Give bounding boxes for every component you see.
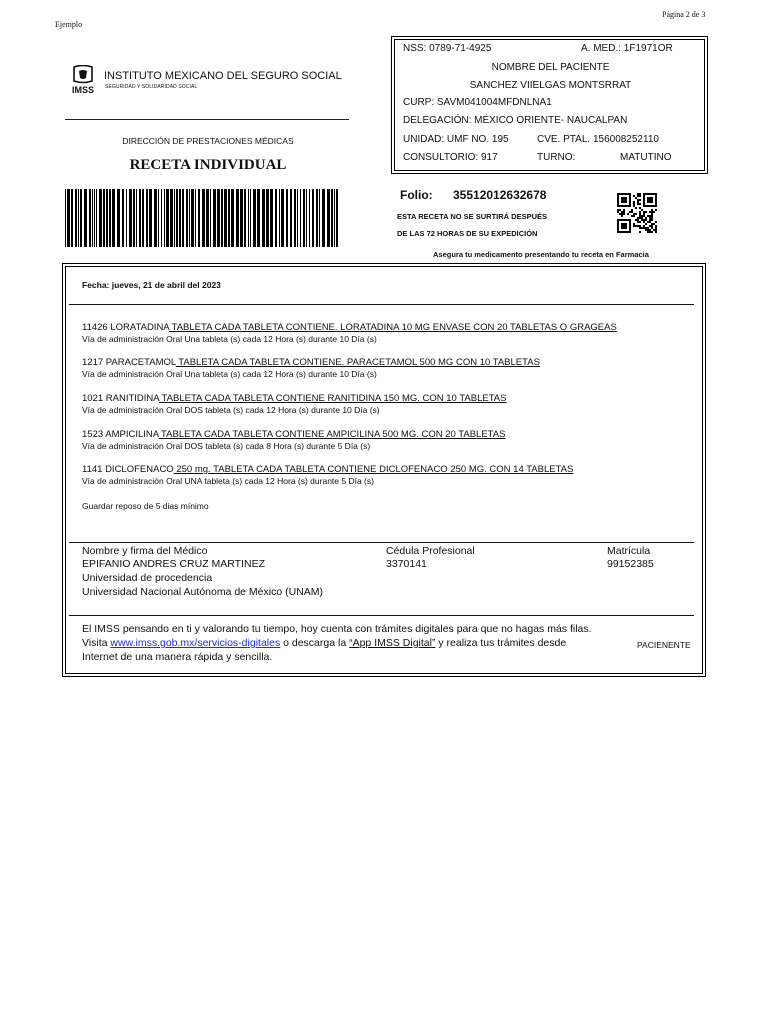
qr-module	[639, 193, 641, 195]
qr-module	[639, 213, 641, 215]
medication-description: TABLETA CADA TABLETA CONTIENE RANITIDINA 150 MG. CON 10 TABLETAS	[159, 393, 507, 404]
qr-module	[637, 195, 639, 197]
medication-code: 11426 LORATADINA	[82, 322, 170, 333]
validity-warning-line1: ESTA RECETA NO SE SURTIRÁ DESPUÉS	[397, 212, 548, 221]
qr-module	[645, 219, 647, 221]
barcode-bar	[250, 189, 251, 247]
patient-name: SANCHEZ VIIELGAS MONTSRRAT	[469, 80, 632, 91]
qr-module	[651, 231, 653, 233]
qr-module	[649, 221, 651, 223]
imss-logo-icon	[70, 65, 96, 95]
barcode-bar	[174, 189, 175, 247]
barcode-bar	[198, 189, 200, 247]
barcode-bar	[84, 189, 87, 247]
qr-module	[639, 231, 641, 233]
qr-module	[637, 199, 639, 201]
a-med-field: A. MED.: 1F1971OR	[581, 43, 673, 54]
qr-module	[643, 221, 645, 223]
qr-module	[617, 211, 619, 213]
qr-module	[631, 209, 633, 211]
barcode-bar	[176, 189, 178, 247]
doctor-name-label: Nombre y firma del Médico	[82, 545, 208, 557]
barcode-bar	[279, 189, 280, 247]
qr-module	[641, 217, 643, 219]
qr-module	[651, 217, 653, 219]
barcode-bar	[122, 189, 124, 247]
qr-module	[649, 215, 651, 217]
matricula-label: Matrícula	[607, 545, 651, 557]
qr-module	[635, 213, 637, 215]
barcode-bar	[257, 189, 260, 247]
qr-module	[645, 217, 647, 219]
barcode-bar	[67, 189, 70, 247]
qr-module	[623, 209, 625, 211]
nss-field: NSS: 0789-71-4925	[403, 43, 492, 54]
patient-info-box	[391, 36, 708, 174]
barcode-bar	[164, 189, 165, 247]
qr-module	[637, 201, 639, 203]
turno-label: TURNO:	[537, 152, 576, 163]
qr-module	[633, 215, 635, 217]
barcode-bar	[96, 189, 97, 247]
medication-title	[82, 464, 573, 475]
qr-module	[635, 225, 637, 227]
qr-module	[639, 215, 641, 217]
medication-code: 1021 RANITIDINA	[82, 393, 160, 404]
cve-ptal-field: CVE. PTAL. 156008252110	[537, 134, 659, 145]
barcode-bar	[303, 189, 305, 247]
qr-module	[653, 223, 655, 225]
barcode-bar	[248, 189, 249, 247]
qr-module	[621, 215, 623, 217]
barcode-bar	[106, 189, 108, 247]
institute-slogan: SEGURIDAD Y SOLIDARIDAD SOCIAL	[105, 84, 198, 90]
barcode-bar	[331, 189, 333, 247]
qr-module	[633, 205, 635, 207]
barcode-bar	[294, 189, 296, 247]
qr-module	[623, 211, 625, 213]
consultorio-field: CONSULTORIO: 917	[403, 152, 498, 163]
barcode-bar	[266, 189, 269, 247]
cedula-label: Cédula Profesional	[386, 545, 475, 557]
barcode-bar	[202, 189, 205, 247]
barcode-bar	[126, 189, 127, 247]
barcode-bar	[179, 189, 181, 247]
barcode-bar	[80, 189, 82, 247]
qr-finder-module	[647, 197, 653, 203]
medication-dosage: Vía de administración Oral Una tableta (s) cada 12 Hora (s) durante 10 Día (s)	[82, 369, 377, 379]
barcode-bar	[210, 189, 211, 247]
barcode-bar	[161, 189, 162, 247]
qr-module	[633, 201, 635, 203]
cedula-value: 3370141	[386, 558, 427, 570]
qr-module	[629, 211, 631, 213]
barcode-bar	[290, 189, 292, 247]
folio-label: Folio:	[400, 188, 433, 202]
barcode-bar	[117, 189, 120, 247]
qr-module	[635, 207, 637, 209]
qr-module	[641, 215, 643, 217]
logo-text: IMSS	[71, 85, 95, 95]
qr-module	[655, 229, 657, 231]
barcode-bar	[281, 189, 284, 247]
qr-module	[639, 221, 641, 223]
qr-module	[619, 213, 621, 215]
qr-module	[643, 215, 645, 217]
barcode-bar	[336, 189, 338, 247]
header-divider	[65, 119, 349, 120]
barcode-bar	[319, 189, 320, 247]
qr-module	[651, 215, 653, 217]
qr-module	[621, 213, 623, 215]
patient-name-label: NOMBRE DEL PACIENTE	[491, 62, 610, 73]
footer-end-text: y realiza tus trámites desde	[435, 637, 567, 649]
university-name: Universidad Nacional Autónoma de México (UNAM)	[82, 586, 324, 598]
pharmacy-note: Asegura tu medicamento presentando tu receta en Farmacia	[433, 250, 649, 259]
qr-module	[653, 229, 655, 231]
qr-module	[643, 227, 645, 229]
qr-module	[633, 223, 635, 225]
qr-module	[649, 229, 651, 231]
medication-dosage: Vía de administración Oral DOS tableta (s) cada 12 Hora (s) durante 10 Día (s)	[82, 405, 380, 415]
delegacion-field: DELEGACIÓN: MÉXICO ORIENTE- NAUCALPAN	[403, 115, 628, 126]
date-divider	[69, 304, 694, 305]
barcode-bar	[109, 189, 111, 247]
barcode-bar	[262, 189, 265, 247]
prescription-date: Fecha: jueves, 21 de abril del 2023	[82, 280, 221, 290]
medication-description: TABLETA CADA TABLETA CONTIENE AMPICILINA 500 MG. CON 20 TABLETAS	[158, 429, 506, 440]
barcode-bar	[182, 189, 184, 247]
barcode-bar	[186, 189, 188, 247]
qr-module	[645, 211, 647, 213]
qr-module	[649, 225, 651, 227]
qr-module	[633, 213, 635, 215]
qr-module	[637, 193, 639, 195]
barcode-bar	[286, 189, 288, 247]
medication-title	[82, 357, 540, 368]
qr-module	[651, 219, 653, 221]
qr-module	[639, 227, 641, 229]
barcode-bar	[158, 189, 159, 247]
turno-value: MATUTINO	[620, 152, 672, 163]
qr-module	[645, 227, 647, 229]
qr-module	[647, 215, 649, 217]
qr-module	[639, 199, 641, 201]
qr-module	[639, 211, 641, 213]
page-title: RECETA INDIVIDUAL	[129, 157, 287, 173]
qr-module	[639, 195, 641, 197]
qr-module	[643, 211, 645, 213]
qr-module	[649, 217, 651, 219]
matricula-value: 99152385	[607, 558, 654, 570]
page-number: Página 2 de 3	[662, 10, 706, 19]
qr-module	[649, 211, 651, 213]
copy-label: PACIENENTE	[637, 640, 691, 650]
qr-finder-module	[621, 197, 627, 203]
medication-description: TABLETA CADA TABLETA CONTIENE. PARACETAMOL 500 MG CON 10 TABLETAS	[175, 357, 540, 368]
qr-module	[651, 211, 653, 213]
barcode-bar	[75, 189, 77, 247]
institute-name: INSTITUTO MEXICANO DEL SEGURO SOCIAL	[104, 70, 342, 82]
qr-module	[623, 213, 625, 215]
barcode-bar	[231, 189, 234, 247]
qr-module	[637, 203, 639, 205]
barcode	[65, 189, 341, 247]
barcode-bar	[236, 189, 239, 247]
qr-module	[641, 209, 643, 211]
qr-module	[649, 231, 651, 233]
barcode-bar	[221, 189, 223, 247]
qr-module	[635, 197, 637, 199]
barcode-bar	[300, 189, 301, 247]
barcode-bar	[142, 189, 144, 247]
barcode-bar	[297, 189, 298, 247]
barcode-bar	[92, 189, 93, 247]
barcode-bar	[136, 189, 137, 247]
qr-module	[639, 207, 641, 209]
qr-module	[645, 229, 647, 231]
qr-module	[651, 213, 653, 215]
qr-module	[641, 219, 643, 221]
barcode-bar	[166, 189, 169, 247]
barcode-bar	[316, 189, 318, 247]
qr-module	[637, 219, 639, 221]
medication-title	[82, 429, 505, 440]
qr-module	[655, 221, 657, 223]
barcode-bar	[103, 189, 105, 247]
barcode-bar	[99, 189, 102, 247]
qr-module	[655, 231, 657, 233]
imss-digital-services-link[interactable]: www.imss.gob.mx/servicios-digitales	[110, 637, 281, 649]
footer-line1: El IMSS pensando en ti y valorando tu tiempo, hoy cuenta con trámites digitales para que no hagas más filas.	[82, 623, 592, 635]
footer-visit-text: Visita	[82, 637, 111, 649]
folio-number: 35512012632678	[453, 188, 547, 202]
medication-dosage: Vía de administración Oral Una tableta (s) cada 12 Hora (s) durante 10 Día (s)	[82, 334, 377, 344]
barcode-bar	[94, 189, 95, 247]
barcode-bar	[322, 189, 325, 247]
university-label: Universidad de procedencia	[82, 572, 213, 584]
qr-module	[633, 225, 635, 227]
qr-module	[647, 231, 649, 233]
qr-module	[639, 225, 641, 227]
barcode-bar	[149, 189, 152, 247]
barcode-bar	[244, 189, 246, 247]
qr-module	[633, 203, 635, 205]
barcode-bar	[195, 189, 196, 247]
qr-module	[651, 209, 653, 211]
barcode-bar	[306, 189, 307, 247]
barcode-bar	[270, 189, 273, 247]
qr-module	[655, 225, 657, 227]
barcode-bar	[170, 189, 173, 247]
qr-module	[651, 225, 653, 227]
barcode-bar	[189, 189, 190, 247]
barcode-bar	[327, 189, 330, 247]
unidad-field: UNIDAD: UMF NO. 195	[403, 134, 509, 145]
qr-module	[643, 225, 645, 227]
barcode-bar	[129, 189, 132, 247]
qr-module	[655, 227, 657, 229]
footer-line2	[82, 637, 566, 649]
barcode-bar	[146, 189, 148, 247]
barcode-bar	[224, 189, 227, 247]
barcode-bar	[275, 189, 277, 247]
medication-dosage: Vía de administración Oral UNA tableta (s) cada 12 Hora (s) durante 5 Día (s)	[82, 476, 374, 486]
barcode-bar	[191, 189, 194, 247]
medication-code: 1523 AMPICILINA	[82, 429, 159, 440]
validity-warning-line2: DE LAS 72 HORAS DE SU EXPEDICIÓN	[397, 229, 538, 238]
document-label: Ejemplo	[55, 20, 83, 29]
barcode-bar	[213, 189, 216, 247]
rest-note: Guardar reposo de 5 dias mínimo	[82, 501, 209, 511]
qr-module	[647, 221, 649, 223]
barcode-bar	[139, 189, 141, 247]
qr-module	[647, 229, 649, 231]
footer-line3: Internet de una manera rápida y sencilla.	[82, 651, 273, 663]
barcode-bar	[78, 189, 79, 247]
qr-module	[649, 219, 651, 221]
qr-module	[645, 223, 647, 225]
qr-module	[641, 227, 643, 229]
medication-title	[82, 393, 506, 404]
barcode-bar	[334, 189, 335, 247]
qr-module	[627, 213, 629, 215]
medication-title	[82, 322, 617, 333]
medication-code: 1217 PARACETAMOL	[82, 357, 176, 368]
doctor-name: EPIFANIO ANDRES CRUZ MARTINEZ	[82, 558, 265, 570]
barcode-bar	[240, 189, 243, 247]
qr-finder-module	[621, 223, 627, 229]
qr-module	[619, 209, 621, 211]
medication-dosage: Vía de administración Oral DOS tableta (s) cada 8 Hora (s) durante 5 Día (s)	[82, 441, 371, 451]
barcode-bar	[309, 189, 310, 247]
barcode-bar	[112, 189, 115, 247]
qr-module	[639, 203, 641, 205]
qr-module	[643, 219, 645, 221]
qr-module	[631, 211, 633, 213]
qr-module	[643, 213, 645, 215]
barcode-bar	[253, 189, 256, 247]
qr-module	[655, 209, 657, 211]
medication-description: TABLETA CADA TABLETA CONTIENE. LORATADINA 10 MG ENVASE CON 20 TABLETAS O GRAGEAS	[169, 322, 617, 333]
app-imss-digital-link[interactable]: “App IMSS Digital”	[349, 637, 436, 649]
qr-module	[621, 211, 623, 213]
qr-module	[633, 195, 635, 197]
qr-module	[637, 225, 639, 227]
barcode-bar	[89, 189, 91, 247]
medication-description: 250 mg. TABLETA CADA TABLETA CONTIENE DICLOFENACO 250 MG. CON 14 TABLETAS	[173, 464, 574, 475]
barcode-bar	[312, 189, 314, 247]
doctor-divider	[69, 542, 694, 543]
qr-module	[651, 227, 653, 229]
barcode-bar	[206, 189, 209, 247]
qr-module	[651, 223, 653, 225]
medication-code: 1141 DICLOFENACO	[82, 464, 174, 475]
qr-module	[653, 211, 655, 213]
qr-module	[639, 217, 641, 219]
qr-module	[631, 215, 633, 217]
footer-divider	[69, 615, 694, 616]
barcode-bar	[133, 189, 135, 247]
qr-module	[617, 209, 619, 211]
qr-module	[637, 217, 639, 219]
barcode-bar	[65, 189, 66, 247]
qr-code	[617, 193, 657, 233]
qr-module	[637, 221, 639, 223]
footer-middle-text: o descarga la	[280, 637, 350, 649]
barcode-bar	[228, 189, 230, 247]
barcode-bar	[154, 189, 157, 247]
qr-module	[647, 227, 649, 229]
barcode-bar	[217, 189, 220, 247]
barcode-bar	[71, 189, 73, 247]
qr-module	[635, 219, 637, 221]
direction-label: DIRECCIÓN DE PRESTACIONES MÉDICAS	[122, 136, 294, 146]
curp-field: CURP: SAVM041004MFDNLNA1	[403, 97, 552, 108]
